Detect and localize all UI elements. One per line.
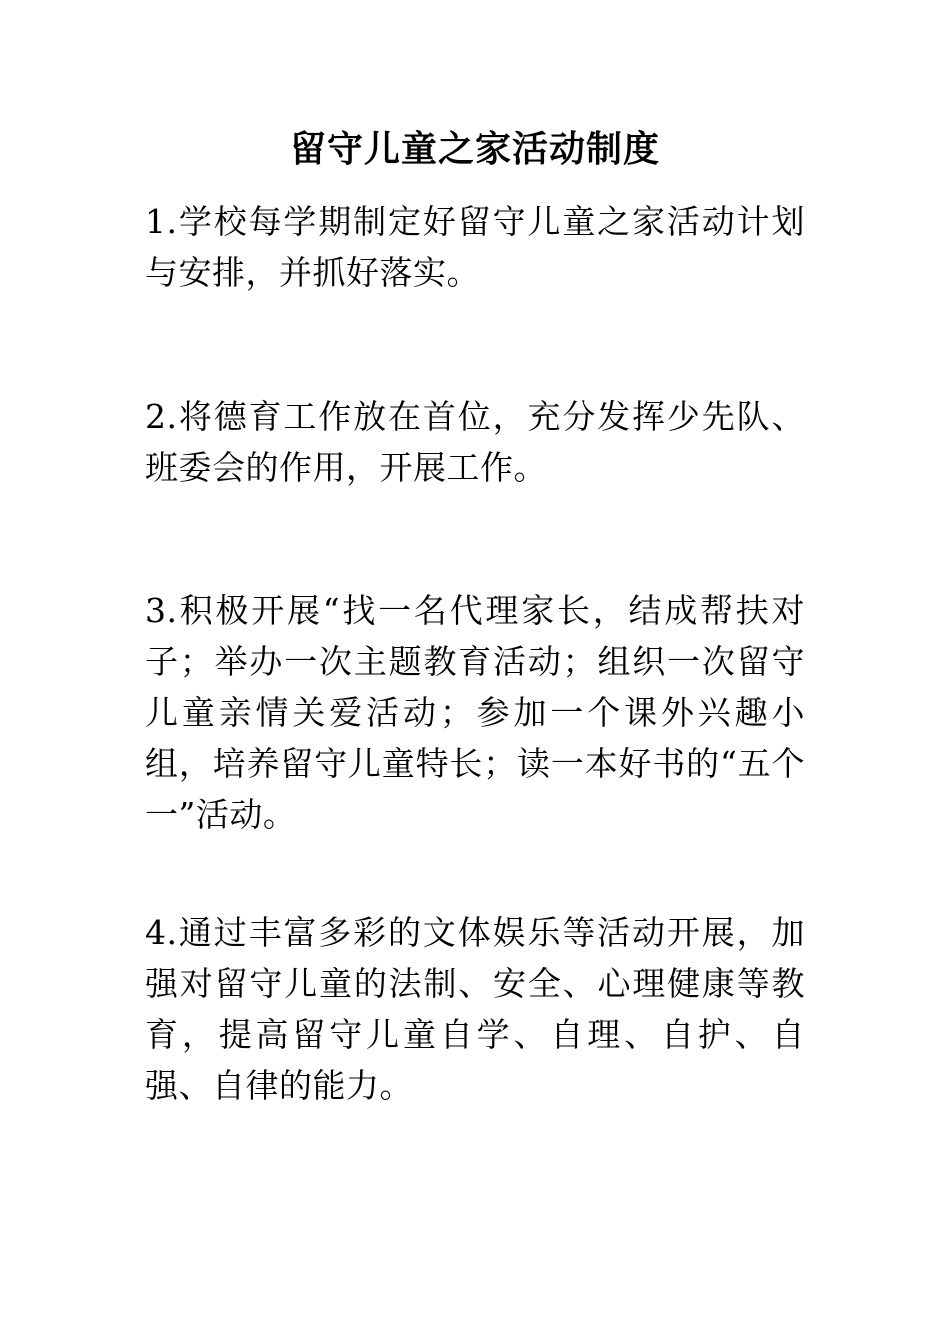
paragraph-3: 3.积极开展“找一名代理家长，结成帮扶对子；举办一次主题教育活动；组织一次留守儿童亲情关爱活动；参加一个课外兴趣小组，培养留守儿童特长；读一本好书的“五个一”活动。	[145, 591, 805, 834]
paragraph-1: 1.学校每学期制定好留守儿童之家活动计划与安排，并抓好落实。	[145, 202, 805, 292]
paragraph-4: 4.通过丰富多彩的文体娱乐等活动开展，加强对留守儿童的法制、安全、心理健康等教育，提高留守儿童自学、自理、自护、自强、自律的能力。	[145, 913, 805, 1105]
paragraph-2: 2.将德育工作放在首位，充分发挥少先队、班委会的作用，开展工作。	[145, 397, 805, 487]
document-title: 留守儿童之家活动制度	[289, 129, 660, 170]
